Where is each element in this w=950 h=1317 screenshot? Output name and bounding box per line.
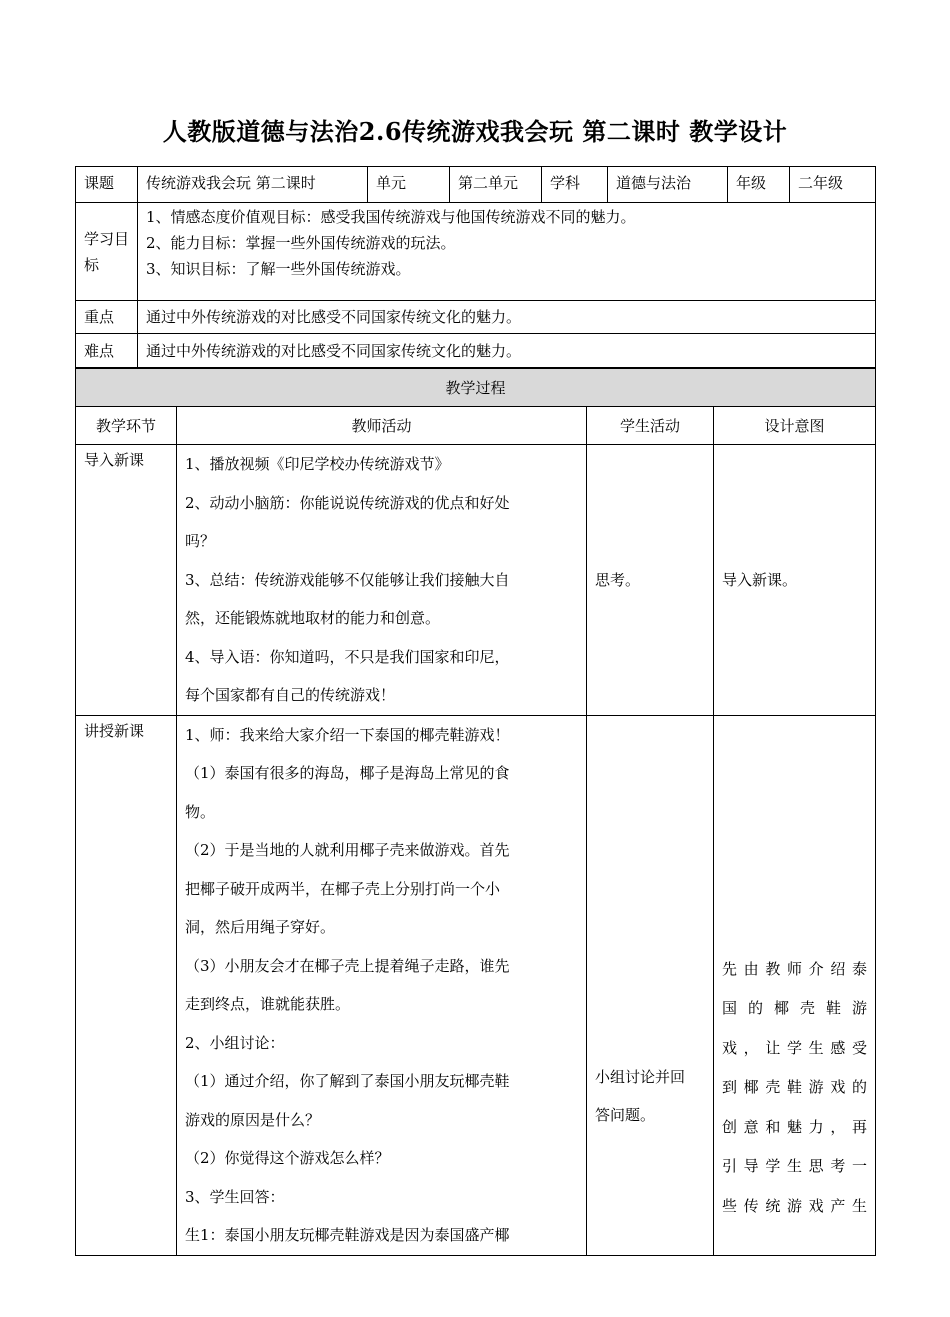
teacher-line: （2）你觉得这个游戏怎么样？ <box>185 1149 390 1167</box>
intent-line: 创意和魅力，再 <box>722 1117 868 1136</box>
intent-line: 戏，让学生感受 <box>722 1038 868 1057</box>
goal-item: 2、能力目标：掌握一些外国传统游戏的玩法。 <box>146 234 456 252</box>
unit-label: 单元 <box>368 167 450 203</box>
student-line: 答问题。 <box>595 1105 656 1124</box>
process-section-row <box>76 369 876 407</box>
teacher-line: 4、导入语：你知道吗，不只是我们国家和印尼， <box>185 647 510 666</box>
topic-label: 课题 <box>76 167 138 203</box>
intent-line: 引导学生思考一 <box>722 1157 868 1175</box>
key-row <box>76 301 876 334</box>
teacher-line: 3、总结：传统游戏能够不仅能够让我们接触大自 <box>185 570 510 589</box>
difficulty-row <box>76 334 876 368</box>
teacher-line: （3）小朋友会才在椰子壳上提着绳子走路，谁先 <box>185 956 510 975</box>
process-row-intro <box>76 445 876 716</box>
teacher-activity-cell <box>177 445 587 716</box>
intent-line: 先由教师介绍泰 <box>722 959 868 978</box>
grade-value: 二年级 <box>790 167 876 203</box>
header-teacher: 教师活动 <box>177 407 587 445</box>
intent-line: 到椰壳鞋游戏的 <box>722 1078 868 1096</box>
teacher-line: （1）泰国有很多的海岛，椰子是海岛上常见的食 <box>185 764 510 782</box>
process-header-row <box>76 407 876 445</box>
lesson-info-table <box>75 166 876 368</box>
teacher-line: 2、小组讨论： <box>185 1033 285 1052</box>
difficulty-value: 通过中外传统游戏的对比感受不同国家传统文化的魅力。 <box>138 334 876 368</box>
unit-value: 第二单元 <box>450 167 542 203</box>
teacher-line: 1、播放视频《印尼学校办传统游戏节》 <box>185 455 450 473</box>
goals-row <box>76 203 876 301</box>
teacher-line: 吗？ <box>185 532 216 550</box>
key-label: 重点 <box>76 301 138 334</box>
teacher-line: 走到终点，谁就能获胜。 <box>185 995 351 1013</box>
document-title: 人教版道德与法治2.6传统游戏我会玩 第二课时 教学设计 <box>162 117 788 146</box>
process-section-title: 教学过程 <box>76 369 876 407</box>
header-student: 学生活动 <box>587 407 714 445</box>
grade-label: 年级 <box>728 167 790 203</box>
teacher-line: 3、学生回答： <box>185 1187 285 1206</box>
teacher-line: 物。 <box>185 802 216 821</box>
design-intent-cell: 导入新课。 <box>714 445 876 716</box>
teacher-line: （1）通过介绍，你了解到了泰国小朋友玩椰壳鞋 <box>185 1072 510 1090</box>
header-intent: 设计意图 <box>714 407 876 445</box>
subject-value: 道德与法治 <box>608 167 728 203</box>
goal-item: 3、知识目标：了解一些外国传统游戏。 <box>146 260 411 278</box>
teacher-line: （2）于是当地的人就利用椰子壳来做游戏。首先 <box>185 841 510 859</box>
difficulty-label: 难点 <box>76 334 138 368</box>
stage-cell: 讲授新课 <box>76 715 177 1255</box>
goals-label: 学习目标 <box>76 203 138 301</box>
teaching-process-table <box>75 368 876 1256</box>
key-value: 通过中外传统游戏的对比感受不同国家传统文化的魅力。 <box>138 301 876 334</box>
subject-label: 学科 <box>542 167 608 203</box>
teacher-line: 1、师：我来给大家介绍一下泰国的椰壳鞋游戏！ <box>185 725 510 744</box>
teacher-line: 然，还能锻炼就地取材的能力和创意。 <box>185 609 441 627</box>
teacher-line: 每个国家都有自己的传统游戏！ <box>185 686 396 704</box>
student-line: 小组讨论并回 <box>595 1067 686 1086</box>
goal-item: 1、情感态度价值观目标：感受我国传统游戏与他国传统游戏不同的魅力。 <box>146 208 636 226</box>
teacher-activity-cell <box>177 715 587 1255</box>
stage-cell: 导入新课 <box>76 445 177 716</box>
teacher-line: 把椰子破开成两半，在椰子壳上分别打尚一个小 <box>185 879 501 898</box>
info-row <box>76 167 876 203</box>
student-activity-cell <box>587 715 714 1255</box>
topic-value: 传统游戏我会玩 第二课时 <box>138 167 368 203</box>
teacher-line: 洞，然后用绳子穿好。 <box>185 918 336 936</box>
teacher-line: 游戏的原因是什么？ <box>185 1110 321 1129</box>
process-row-lecture <box>76 715 876 1255</box>
teacher-line: 2、动动小脑筋：你能说说传统游戏的优点和好处 <box>185 493 510 512</box>
intent-line: 些传统游戏产生 <box>722 1196 868 1215</box>
goals-list <box>138 203 876 301</box>
teacher-line: 生1：泰国小朋友玩椰壳鞋游戏是因为泰国盛产椰 <box>185 1226 510 1244</box>
header-stage: 教学环节 <box>76 407 177 445</box>
student-activity-cell: 思考。 <box>587 445 714 716</box>
design-intent-cell <box>714 715 876 1255</box>
intent-line: 国的椰壳鞋游 <box>722 999 868 1017</box>
